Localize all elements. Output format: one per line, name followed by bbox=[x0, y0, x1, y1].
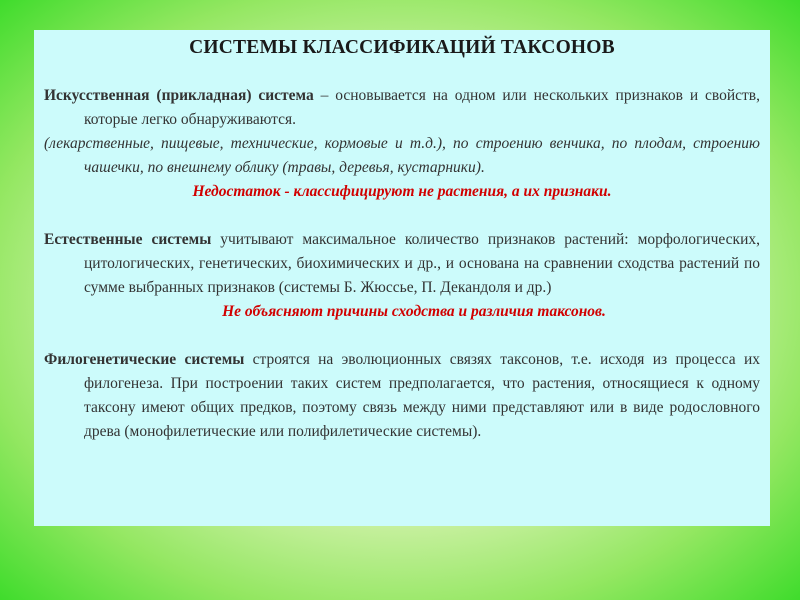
drawback-text: Не объясняют причины сходства и различия таксонов. bbox=[222, 303, 606, 320]
section-examples-note: (лекарственные, пищевые, технические, кормовые и т.д.), по строению венчика, по плодам, строению чашечки, по внешнему облику (травы, деревья, кустарники). bbox=[44, 135, 760, 176]
section-text: строятся на эволюционных связях таксонов, т.е. исходя из процесса их филогенеза. При построении таких систем предполагается, что растения, относящиеся к одному таксону имеют общих предков, поэтому связь между ними представляют или в виде родословного древа (монофилетические или полифилетические системы). bbox=[84, 351, 760, 440]
section-text: учитывают максимальное количество признаков растений: морфологических, цитологических, генетических, биохимических и др., и основана на сравнении сходства растений по сумме выбранных признаков (системы Б. Жюссье, П. Декандоля и др.) bbox=[84, 231, 760, 296]
slide-title: СИСТЕМЫ КЛАССИФИКАЦИЙ ТАКСОНОВ bbox=[189, 37, 615, 58]
section-text: – основывается на одном или нескольких признаков и свойств, которые легко обнаруживаются. bbox=[84, 87, 760, 128]
drawback-text: Недостаток - классифицируют не растения, а их признаки. bbox=[192, 183, 612, 200]
section-term: Искусственная (прикладная) система bbox=[44, 87, 314, 104]
section-term: Филогенетические системы bbox=[44, 351, 245, 368]
section-paragraph bbox=[44, 348, 760, 444]
section-term: Естественные системы bbox=[44, 231, 212, 248]
section-paragraph bbox=[44, 84, 760, 132]
content-panel bbox=[34, 30, 770, 526]
section-artificial-system bbox=[44, 84, 760, 204]
section-paragraph bbox=[44, 228, 760, 300]
section-phylogenetic-systems bbox=[44, 348, 760, 444]
section-natural-systems bbox=[44, 228, 760, 324]
